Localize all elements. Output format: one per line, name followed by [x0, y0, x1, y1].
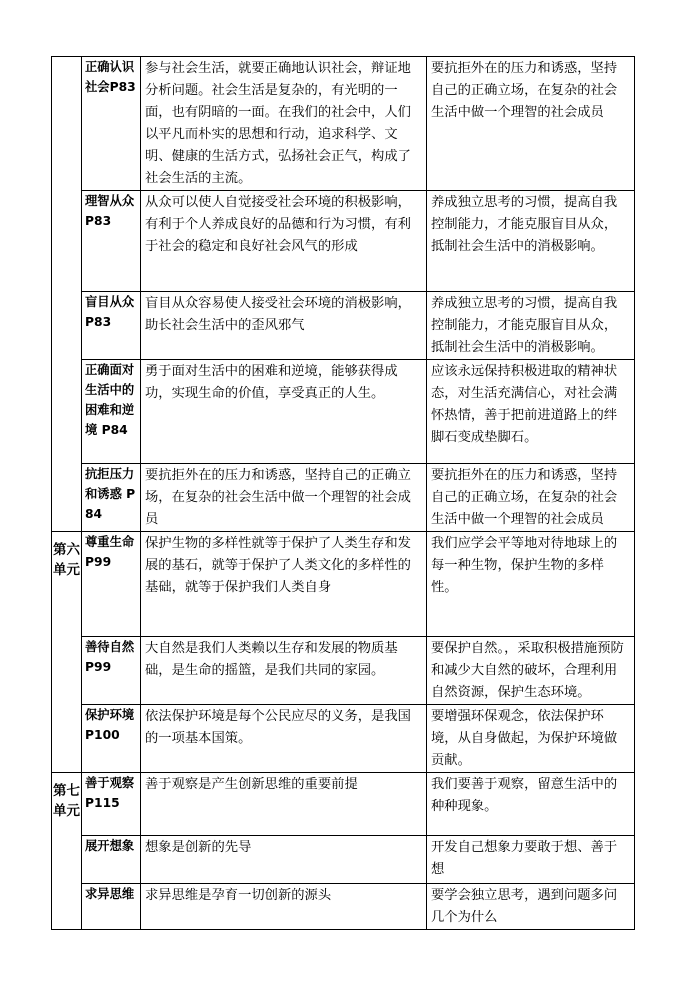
topic-cell: 善待自然P99 [82, 637, 141, 705]
action-cell: 要抗拒外在的压力和诱惑，坚持自己的正确立场，在复杂的社会生活中做一个理智的社会成员 [427, 464, 635, 532]
content-cell: 从众可以使人自觉接受社会环境的积极影响，有利于个人养成良好的品德和行为习惯，有利于社会的稳定和良好社会风气的形成 [141, 191, 427, 292]
content-cell: 勇于面对生活中的困难和逆境，能够获得成功，实现生命的价值，享受真正的人生。 [141, 360, 427, 464]
table-row [52, 637, 635, 705]
action-cell: 要增强环保观念，依法保护环境，从自身做起，为保护环境做贡献。 [427, 705, 635, 773]
content-cell: 要抗拒外在的压力和诱惑，坚持自己的正确立场，在复杂的社会生活中做一个理智的社会成员 [141, 464, 427, 532]
table-row [52, 292, 635, 360]
topic-cell: 抗拒压力和诱惑 P84 [82, 464, 141, 532]
topic-cell: 保护环境 P100 [82, 705, 141, 773]
table-row [52, 705, 635, 773]
action-cell: 要保护自然。，采取积极措施预防和减少大自然的破坏，合理利用自然资源，保护生态环境。 [427, 637, 635, 705]
content-cell: 保护生物的多样性就等于保护了人类生存和发展的基石，就等于保护了人类文化的多样性的基础，就等于保护我们人类自身 [141, 532, 427, 637]
content-cell: 求异思维是孕育一切创新的源头 [141, 884, 427, 930]
table-row [52, 464, 635, 532]
topic-cell: 盲目从众 P83 [82, 292, 141, 360]
table-row [52, 532, 635, 637]
content-cell: 盲目从众容易使人接受社会环境的消极影响，助长社会生活中的歪风邪气 [141, 292, 427, 360]
action-cell: 要学会独立思考，遇到问题多问几个为什么 [427, 884, 635, 930]
table-row [52, 773, 635, 836]
topic-label: 正确认识社会P83 [85, 60, 136, 94]
knowledge-table [51, 56, 635, 930]
unit-cell-continued [52, 57, 82, 532]
unit-cell-7: 第七单元 [52, 773, 82, 930]
action-cell: 要抗拒外在的压力和诱惑，坚持自己的正确立场，在复杂的社会生活中做一个理智的社会成员 [427, 57, 635, 191]
topic-cell [82, 57, 141, 191]
topic-cell: 善于观察 P115 [82, 773, 141, 836]
content-cell: 大自然是我们人类赖以生存和发展的物质基础，是生命的摇篮，是我们共同的家园。 [141, 637, 427, 705]
topic-cell: 展开想象 [82, 836, 141, 884]
action-cell: 我们应学会平等地对待地球上的每一种生物，保护生物的多样性。 [427, 532, 635, 637]
action-cell: 开发自己想象力要敢于想、善于想 [427, 836, 635, 884]
topic-cell: 尊重生命 P99 [82, 532, 141, 637]
topic-cell: 求异思维 [82, 884, 141, 930]
content-cell: 参与社会生活，就要正确地认识社会，辩证地分析问题。社会生活是复杂的，有光明的一面，也有阴暗的一面。在我们的社会中，人们以平凡而朴实的思想和行动，追求科学、文明、健康的生活方式，弘扬社会正气，构成了社会生活的主流。 [141, 57, 427, 191]
table-row [52, 57, 635, 191]
table-row [52, 884, 635, 930]
table-row [52, 360, 635, 464]
content-cell: 想象是创新的先导 [141, 836, 427, 884]
topic-cell: 正确面对生活中的困难和逆境 P84 [82, 360, 141, 464]
content-cell: 善于观察是产生创新思维的重要前提 [141, 773, 427, 836]
unit-cell-6: 第六单元 [52, 532, 82, 773]
topic-cell: 理智从众 P83 [82, 191, 141, 292]
action-cell: 我们要善于观察，留意生活中的种种现象。 [427, 773, 635, 836]
content-cell: 依法保护环境是每个公民应尽的义务，是我国的一项基本国策。 [141, 705, 427, 773]
action-cell: 养成独立思考的习惯，提高自我控制能力，才能克服盲目从众，抵制社会生活中的消极影响。 [427, 292, 635, 360]
action-cell: 应该永远保持积极进取的精神状态，对生活充满信心，对社会满怀热情，善于把前进道路上的绊脚石变成垫脚石。 [427, 360, 635, 464]
table-row [52, 191, 635, 292]
table-row [52, 836, 635, 884]
action-cell: 养成独立思考的习惯，提高自我控制能力，才能克服盲目从众，抵制社会生活中的消极影响。 [427, 191, 635, 292]
